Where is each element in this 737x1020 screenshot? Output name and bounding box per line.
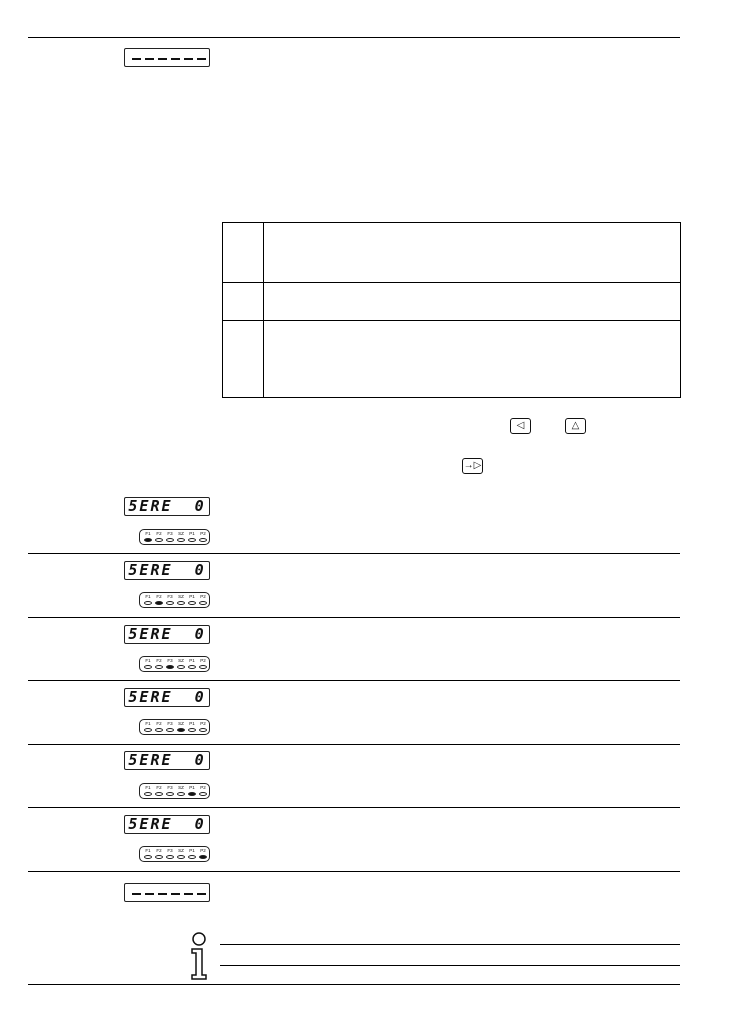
led-p1 (187, 848, 197, 859)
led-p1 (187, 785, 197, 796)
lcd-display-dashes-top (124, 48, 210, 67)
led-dot (177, 665, 185, 669)
lcd-display-stat (124, 751, 210, 770)
led-label: F3 (167, 721, 173, 726)
row-separator (28, 617, 680, 618)
led-label: P2 (200, 848, 206, 853)
led-dot (144, 855, 152, 859)
led-label: SZ (178, 594, 184, 599)
led-dot (199, 792, 207, 796)
led-dot (144, 665, 152, 669)
led-label: P1 (189, 785, 195, 790)
led-label: F2 (156, 531, 162, 536)
led-dot (155, 792, 163, 796)
led-label: P1 (189, 594, 195, 599)
led-f2 (154, 594, 164, 605)
led-dot (155, 538, 163, 542)
led-dot (177, 855, 185, 859)
led-dot (199, 728, 207, 732)
lcd-display-stat (124, 497, 210, 516)
led-label: F2 (156, 658, 162, 663)
lcd-display-text: 5ERE 0 (128, 497, 206, 515)
led-f1 (143, 531, 153, 542)
led-label: P2 (200, 721, 206, 726)
led-label: F3 (167, 785, 173, 790)
led-dot (177, 728, 185, 732)
led-label: SZ (178, 658, 184, 663)
led-dot (199, 665, 207, 669)
led-label: SZ (178, 848, 184, 853)
led-dot (188, 538, 196, 542)
row-separator (28, 553, 680, 554)
led-dot (166, 601, 174, 605)
led-label: P2 (200, 785, 206, 790)
led-dot (166, 855, 174, 859)
led-sz (176, 721, 186, 732)
led-f2 (154, 848, 164, 859)
led-label: F1 (145, 658, 151, 663)
led-p1 (187, 658, 197, 669)
lcd-display-dashes-bottom (124, 883, 210, 902)
row-separator (28, 744, 680, 745)
led-label: F3 (167, 594, 173, 599)
up-arrow-key-icon: △ (565, 418, 586, 434)
lcd-display-text: 5ERE 0 (128, 751, 206, 769)
led-indicator-bar (139, 592, 210, 608)
led-dot (166, 538, 174, 542)
led-f1 (143, 721, 153, 732)
led-label: SZ (178, 721, 184, 726)
led-label: P2 (200, 531, 206, 536)
led-f2 (154, 658, 164, 669)
table-row-divider (223, 282, 680, 283)
led-label: P1 (189, 721, 195, 726)
led-indicator-bar (139, 529, 210, 545)
led-label: P1 (189, 531, 195, 536)
led-dot (144, 792, 152, 796)
led-p2 (198, 785, 208, 796)
bottom-rule (28, 984, 680, 985)
enter-key-icon: →▷ (462, 458, 483, 474)
parameter-table (222, 222, 681, 398)
led-dot (155, 601, 163, 605)
led-dot (188, 792, 196, 796)
led-p2 (198, 531, 208, 542)
row-separator (28, 871, 680, 872)
led-sz (176, 658, 186, 669)
led-label: F1 (145, 721, 151, 726)
led-sz (176, 531, 186, 542)
led-dot (177, 792, 185, 796)
led-f1 (143, 848, 153, 859)
row-separator (28, 807, 680, 808)
led-dot (188, 855, 196, 859)
led-f2 (154, 785, 164, 796)
led-dot (177, 601, 185, 605)
lcd-display-stat (124, 688, 210, 707)
led-f3 (165, 848, 175, 859)
table-column-divider (263, 223, 264, 397)
left-arrow-key-icon: ◁ (510, 418, 531, 434)
led-sz (176, 785, 186, 796)
lcd-display-text: 5ERE 0 (128, 815, 206, 833)
led-label: P1 (189, 658, 195, 663)
led-label: F1 (145, 848, 151, 853)
top-rule (28, 37, 680, 38)
led-dot (155, 728, 163, 732)
lcd-display-stat (124, 561, 210, 580)
led-label: F3 (167, 658, 173, 663)
led-dot (199, 855, 207, 859)
led-p2 (198, 658, 208, 669)
led-label: P1 (189, 848, 195, 853)
led-label: F2 (156, 721, 162, 726)
lcd-display-text: 5ERE 0 (128, 625, 206, 643)
led-label: F1 (145, 594, 151, 599)
led-dot (144, 601, 152, 605)
led-dot (144, 538, 152, 542)
led-f3 (165, 531, 175, 542)
led-dot (188, 601, 196, 605)
led-f1 (143, 594, 153, 605)
led-f1 (143, 785, 153, 796)
led-label: P2 (200, 658, 206, 663)
led-p1 (187, 531, 197, 542)
led-dot (144, 728, 152, 732)
led-f3 (165, 785, 175, 796)
led-dot (166, 792, 174, 796)
led-dot (166, 728, 174, 732)
led-indicator-bar (139, 719, 210, 735)
led-indicator-bar (139, 846, 210, 862)
led-dot (188, 728, 196, 732)
led-f3 (165, 721, 175, 732)
led-p1 (187, 594, 197, 605)
led-f3 (165, 594, 175, 605)
led-indicator-bar (139, 783, 210, 799)
led-p2 (198, 594, 208, 605)
led-f2 (154, 721, 164, 732)
led-sz (176, 848, 186, 859)
led-dot (188, 665, 196, 669)
led-sz (176, 594, 186, 605)
led-f1 (143, 658, 153, 669)
led-label: F2 (156, 785, 162, 790)
led-indicator-bar (139, 656, 210, 672)
table-row-divider (223, 320, 680, 321)
led-dot (177, 538, 185, 542)
led-label: F2 (156, 848, 162, 853)
lcd-display-stat (124, 625, 210, 644)
led-dot (155, 855, 163, 859)
lcd-display-text: 5ERE 0 (128, 688, 206, 706)
led-dot (199, 538, 207, 542)
lcd-display-stat (124, 815, 210, 834)
led-label: F3 (167, 531, 173, 536)
led-label: F3 (167, 848, 173, 853)
note-rule-top (220, 944, 680, 945)
led-label: SZ (178, 531, 184, 536)
led-p2 (198, 848, 208, 859)
led-dot (166, 665, 174, 669)
led-f2 (154, 531, 164, 542)
lcd-display-text: 5ERE 0 (128, 561, 206, 579)
led-dot (199, 601, 207, 605)
led-dot (155, 665, 163, 669)
led-p1 (187, 721, 197, 732)
row-separator (28, 680, 680, 681)
led-label: P2 (200, 594, 206, 599)
info-icon (187, 931, 211, 981)
led-label: F2 (156, 594, 162, 599)
led-label: SZ (178, 785, 184, 790)
led-label: F1 (145, 785, 151, 790)
note-rule-bottom (220, 965, 680, 966)
led-label: F1 (145, 531, 151, 536)
led-f3 (165, 658, 175, 669)
led-p2 (198, 721, 208, 732)
